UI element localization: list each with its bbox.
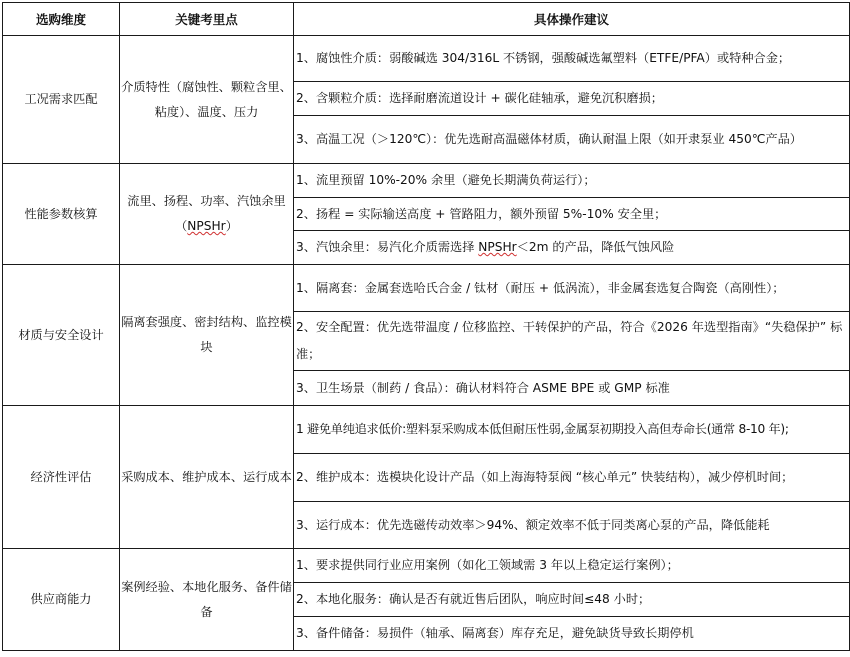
advice-item: 2、本地化服务：确认是否有就近售后团队，响应时间≤48 小时； (294, 583, 850, 617)
dimension-cell: 经济性评估 (3, 406, 120, 549)
advice-text: ＜2m 的产品，降低气蚀风险 (516, 240, 675, 254)
dimension-cell: 工况需求匹配 (3, 36, 120, 164)
advice-item: 1、腐蚀性介质：弱酸碱选 304/316L 不锈钢，强酸碱选氟塑料（ETFE/PFA）或特种合金； (294, 36, 850, 82)
header-advice: 具体操作建议 (294, 3, 850, 36)
advice-item: 2、扬程 = 实际输送高度 + 管路阻力，额外预留 5%-10% 安全里； (294, 198, 850, 231)
advice-item: 1 避免单纯追求低价:塑料泵采购成本低但耐压性弱,金属泵初期投入高但寿命长(通常 8-10 年); (294, 406, 850, 454)
paren-close: ） (225, 219, 238, 233)
key-points-cell: 案例经验、本地化服务、备件储备 (120, 549, 294, 651)
table-row (3, 549, 850, 583)
key-points-cell: 采购成本、维护成本、运行成本 (120, 406, 294, 549)
advice-item: 1、隔离套：金属套选哈氏合金 / 钛材（耐压 + 低涡流），非金属套选复合陶瓷（高刚性）； (294, 265, 850, 312)
table-row (3, 406, 850, 454)
advice-item: 2、安全配置：优先选带温度 / 位移监控、干转保护的产品，符合《2026 年选型指南》“失稳保护” 标准； (294, 312, 850, 371)
advice-item: 1、流里预留 10%-20% 余里（避免长期满负荷运行）； (294, 164, 850, 198)
dimension-cell: 供应商能力 (3, 549, 120, 651)
advice-item: 3、卫生场景（制药 / 食品）：确认材料符合 ASME BPE 或 GMP 标准 (294, 371, 850, 406)
advice-item: 2、维护成本：选模块化设计产品（如上海海特泵阀 “核心单元” 快装结构），减少停机时间； (294, 454, 850, 502)
advice-item: 1、要求提供同行业应用案例（如化工领域需 3 年以上稳定运行案例）； (294, 549, 850, 583)
paren-open: （ (175, 219, 188, 233)
table-row (3, 36, 850, 82)
advice-item: 3、运行成本：优先选磁传动效率＞94%、额定效率不低于同类离心泵的产品，降低能耗 (294, 502, 850, 549)
header-key-points: 关键考里点 (120, 3, 294, 36)
table-row (3, 265, 850, 312)
npshr-term: NPSHr (187, 219, 226, 233)
advice-item: 3、备件储备：易损件（轴承、隔离套）库存充足，避免缺货导致长期停机 (294, 617, 850, 651)
dimension-cell: 材质与安全设计 (3, 265, 120, 406)
advice-text: 3、汽蚀余里：易汽化介质需选择 (296, 240, 479, 254)
advice-item: 3、高温工况（＞120℃）：优先选耐高温磁体材质，确认耐温上限（如开隶泵业 450℃产品） (294, 116, 850, 164)
table-row (3, 164, 850, 198)
dimension-cell: 性能参数核算 (3, 164, 120, 265)
key-points-line (120, 214, 293, 239)
header-dimension: 选购维度 (3, 3, 120, 36)
advice-item (294, 231, 850, 265)
key-points-line: 流里、扬程、功率、汽蚀余里 (127, 194, 286, 208)
header-row (3, 3, 850, 36)
key-points-cell (120, 164, 294, 265)
pump-selection-table (2, 2, 850, 651)
key-points-cell: 隔离套强度、密封结构、监控模块 (120, 265, 294, 406)
npshr-term: NPSHr (478, 240, 517, 254)
advice-item: 2、含颗粒介质：选择耐磨流道设计 + 碳化硅轴承，避免沉积磨损； (294, 82, 850, 116)
key-points-cell: 介质特性（腐蚀性、颗粒含里、粘度）、温度、压力 (120, 36, 294, 164)
